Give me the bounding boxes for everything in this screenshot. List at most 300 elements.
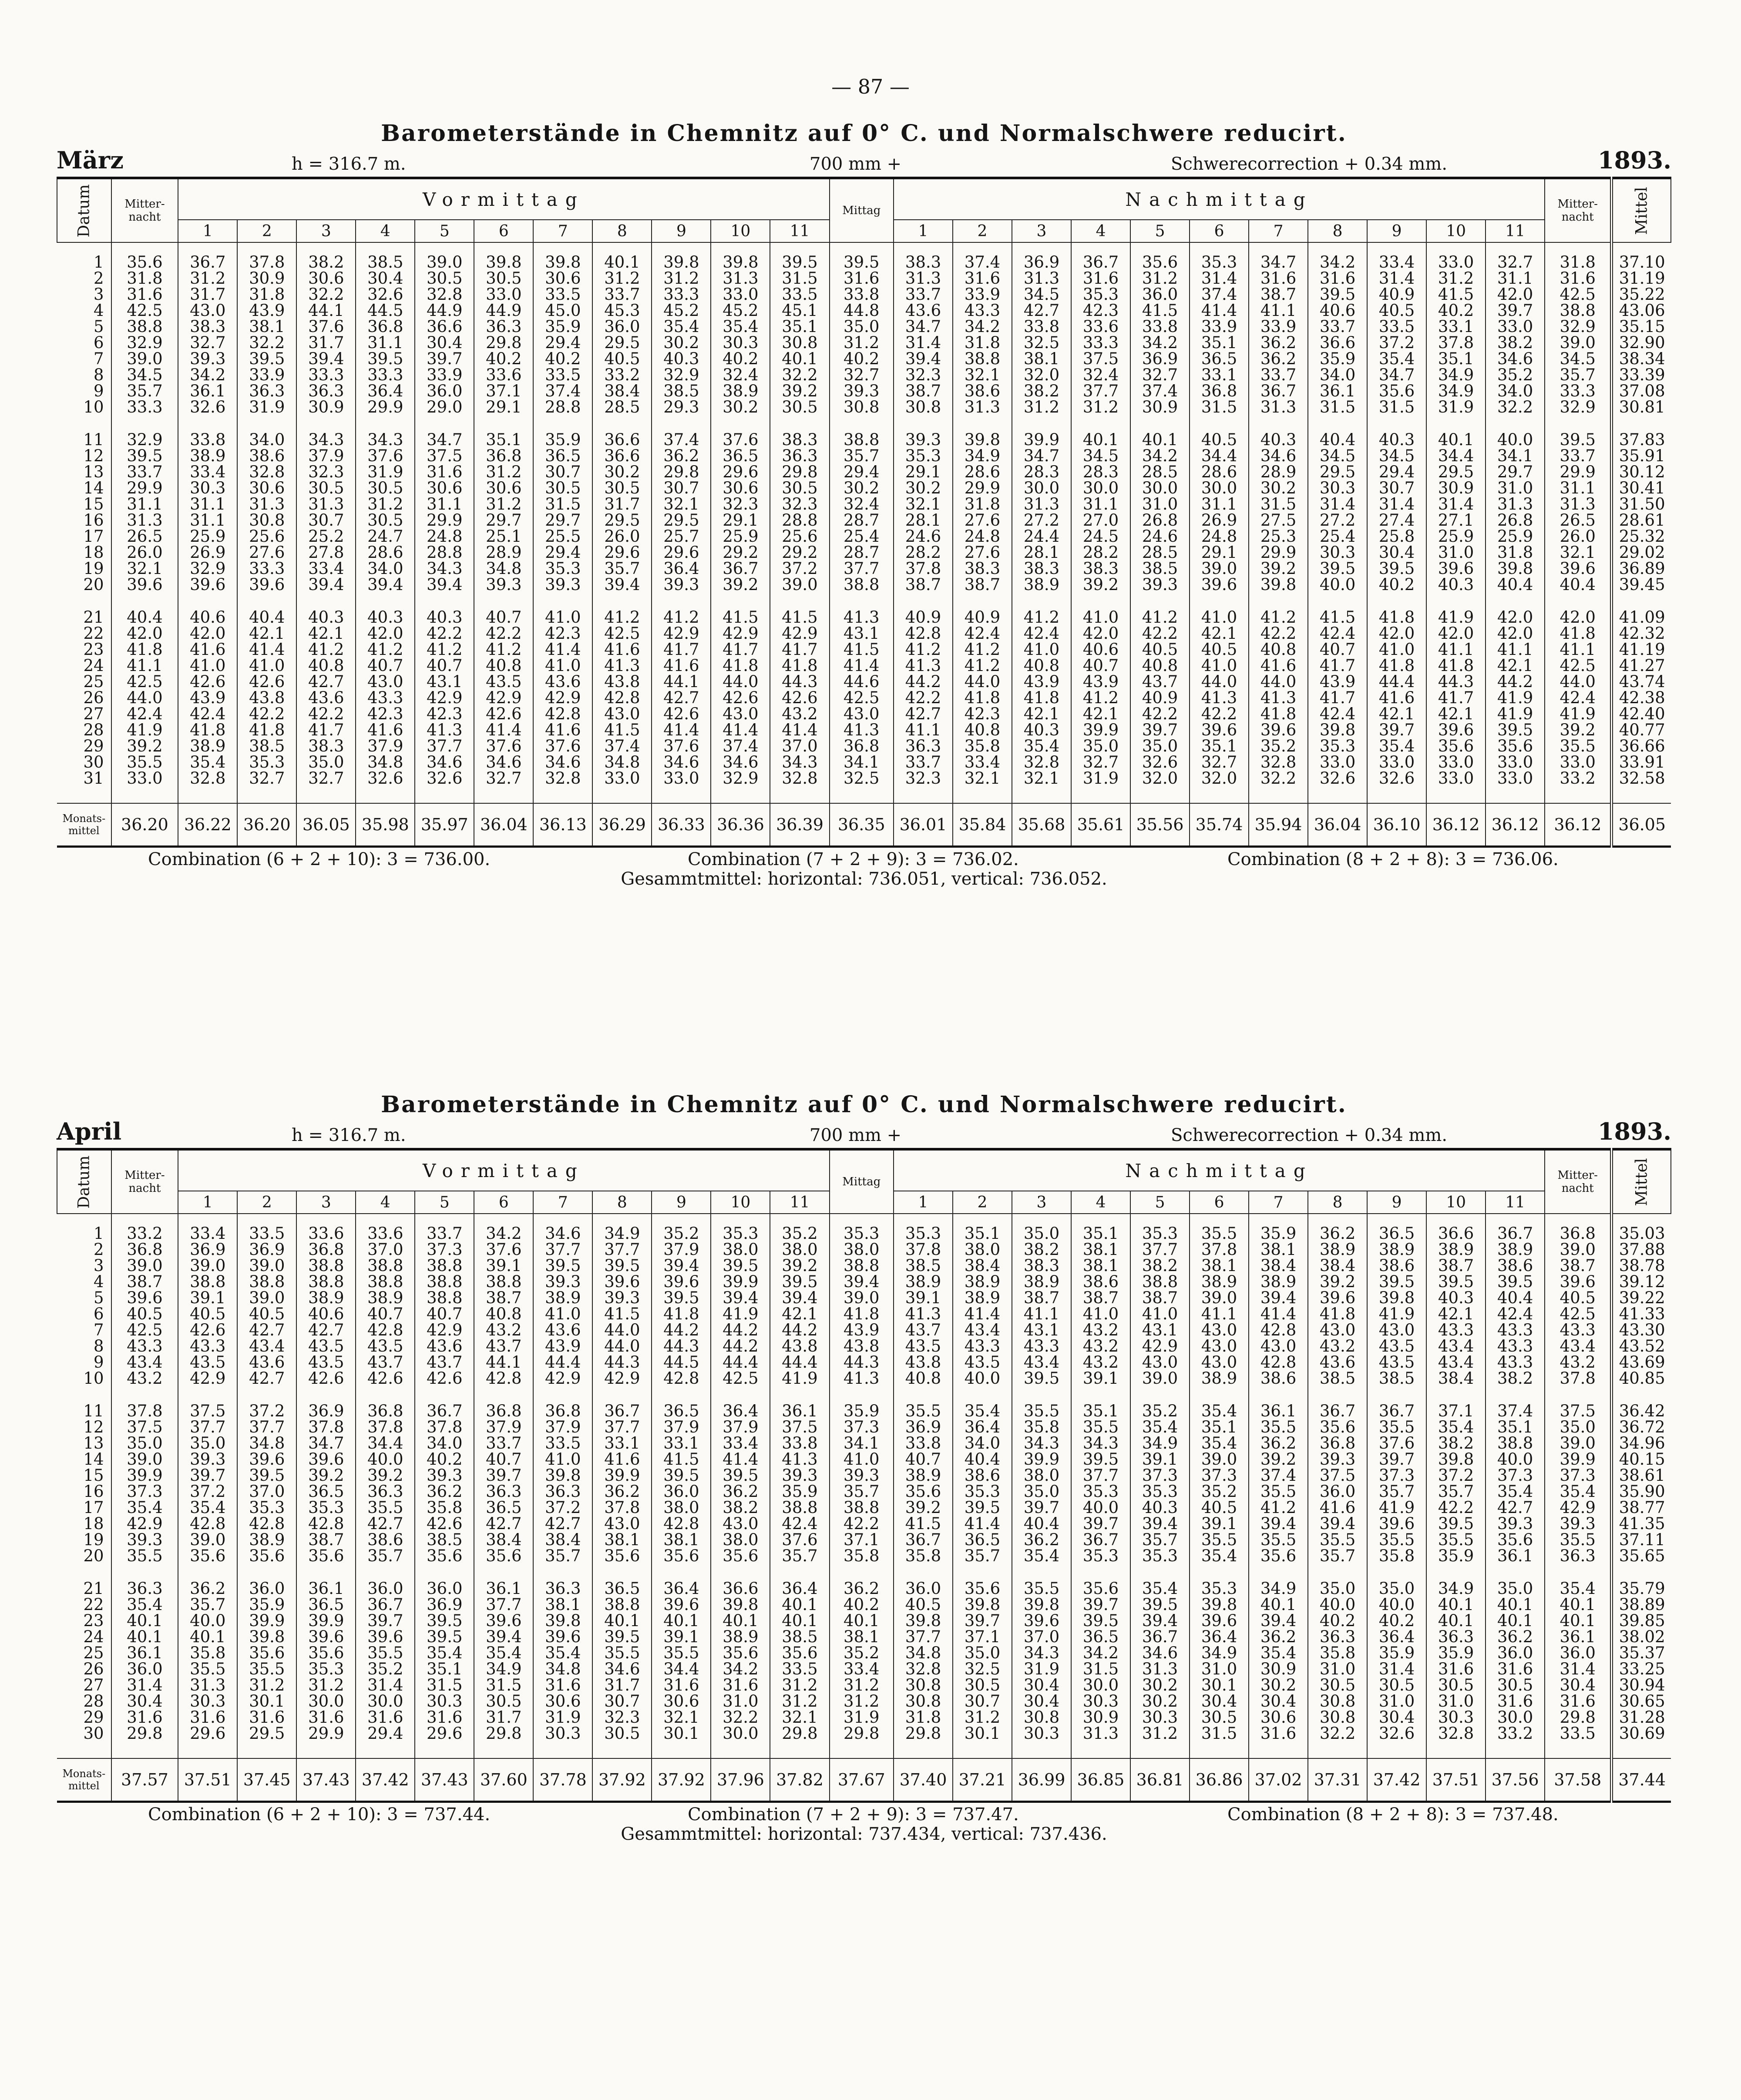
reading-cell: 31.8 (237, 286, 296, 302)
hour-header: 3 (296, 1191, 356, 1214)
reading-cell: 32.5 (1012, 335, 1071, 351)
reading-cell: 41.0 (830, 1451, 894, 1467)
reading-cell: 39.5 (652, 1290, 711, 1306)
reading-cell: 42.6 (711, 690, 770, 706)
reading-cell: 31.5 (415, 1677, 474, 1693)
reading-cell: 38.8 (1545, 302, 1612, 319)
reading-cell: 30.3 (415, 1693, 474, 1709)
reading-cell: 31.6 (1249, 1725, 1308, 1741)
reading-cell: 35.3 (237, 1500, 296, 1516)
monthly-mean-cell: 36.33 (652, 803, 711, 847)
reading-cell: 41.3 (830, 722, 894, 738)
reading-cell: 35.7 (770, 1548, 829, 1564)
reading-cell: 32.7 (1071, 754, 1130, 770)
reading-cell: 33.0 (1367, 754, 1426, 770)
reading-cell: 36.4 (711, 1403, 770, 1419)
reading-cell: 43.6 (296, 690, 356, 706)
reading-cell: 37.4 (652, 432, 711, 448)
reading-cell: 42.1 (1426, 706, 1486, 722)
reading-cell: 39.3 (1130, 577, 1190, 593)
hour-header: 8 (592, 1191, 652, 1214)
reading-cell: 33.5 (533, 1435, 592, 1451)
reading-cell: 40.5 (1190, 641, 1249, 658)
reading-cell: 40.8 (474, 1306, 533, 1322)
reading-cell: 31.2 (1071, 399, 1130, 415)
table-row (57, 1306, 1671, 1322)
reading-cell: 43.2 (1071, 1354, 1130, 1370)
reading-cell: 42.4 (953, 625, 1012, 641)
reading-cell: 42.2 (1426, 1500, 1486, 1516)
reading-cell: 33.0 (592, 770, 652, 786)
reading-cell: 31.1 (1190, 496, 1249, 512)
reading-cell: 35.5 (1249, 1483, 1308, 1500)
reading-cell: 39.8 (474, 254, 533, 270)
reading-cell: 30.3 (1071, 1693, 1130, 1709)
reading-cell: 40.1 (1249, 1597, 1308, 1613)
reading-cell: 33.9 (1190, 319, 1249, 335)
midnight-header: Mitter- nacht (1545, 178, 1612, 242)
reading-cell: 41.6 (1308, 1500, 1367, 1516)
daily-mean: 36.89 (1612, 560, 1671, 577)
reading-cell: 35.8 (1367, 1548, 1426, 1564)
reading-cell: 33.0 (1426, 254, 1486, 270)
monthly-mean-cell: 37.56 (1486, 1758, 1545, 1802)
reading-cell: 40.6 (296, 1306, 356, 1322)
reading-cell: 34.8 (592, 754, 652, 770)
reading-cell: 36.4 (356, 383, 415, 399)
reading-cell: 31.0 (1367, 1693, 1426, 1709)
reading-cell: 30.7 (533, 464, 592, 480)
reading-cell: 39.6 (1249, 722, 1308, 738)
table-row (57, 722, 1671, 738)
reading-cell: 42.6 (770, 690, 829, 706)
reading-cell: 32.3 (296, 464, 356, 480)
nachmittag-header: Nachmittag (894, 1149, 1545, 1191)
reading-cell: 37.5 (111, 1419, 178, 1435)
monthly-mean-cell: 36.81 (1130, 1758, 1190, 1802)
reading-cell: 30.6 (415, 480, 474, 496)
reading-cell: 35.8 (1308, 1645, 1367, 1661)
station-height: h = 316.7 m. (292, 154, 406, 174)
table-row (57, 658, 1671, 674)
reading-cell: 35.0 (953, 1645, 1012, 1661)
reading-cell: 33.7 (111, 464, 178, 480)
reading-cell: 37.8 (894, 560, 953, 577)
hour-header: 3 (296, 220, 356, 242)
reading-cell: 39.9 (1012, 432, 1071, 448)
monthly-mean-cell: 37.57 (111, 1758, 178, 1802)
reading-cell: 39.6 (652, 1274, 711, 1290)
reading-cell: 42.4 (1545, 690, 1612, 706)
table-row (57, 1451, 1671, 1467)
reading-cell: 35.7 (111, 383, 178, 399)
reading-cell: 43.3 (1486, 1338, 1545, 1354)
reading-cell: 32.5 (953, 1661, 1012, 1677)
reading-cell: 39.3 (533, 577, 592, 593)
monthly-mean-cell: 36.04 (474, 803, 533, 847)
reading-cell: 25.8 (1367, 528, 1426, 544)
reading-cell: 39.6 (592, 1274, 652, 1290)
reading-cell: 31.7 (178, 286, 237, 302)
reading-cell: 36.2 (830, 1580, 894, 1597)
reading-cell: 40.2 (1367, 577, 1426, 593)
reading-cell: 31.2 (830, 335, 894, 351)
reading-cell: 36.7 (1071, 254, 1130, 270)
reading-cell: 34.8 (474, 560, 533, 577)
reading-cell: 32.6 (356, 770, 415, 786)
reading-cell: 35.1 (474, 432, 533, 448)
table-row (57, 1532, 1671, 1548)
reading-cell: 35.4 (111, 1500, 178, 1516)
reading-cell: 39.9 (296, 1613, 356, 1629)
reading-cell: 44.0 (111, 690, 178, 706)
monthly-mean-cell: 37.21 (953, 1758, 1012, 1802)
reading-cell: 30.7 (652, 480, 711, 496)
monthly-mean-cell: 36.36 (711, 803, 770, 847)
reading-cell: 39.8 (533, 254, 592, 270)
reading-cell: 35.1 (1486, 1419, 1545, 1435)
reading-cell: 30.5 (592, 1725, 652, 1741)
reading-cell: 29.9 (415, 512, 474, 528)
reading-cell: 36.8 (356, 319, 415, 335)
reading-cell: 31.2 (1130, 270, 1190, 286)
day-number: 16 (83, 1483, 104, 1500)
reading-cell: 30.5 (356, 480, 415, 496)
table-row (57, 560, 1671, 577)
reading-cell: 42.2 (237, 706, 296, 722)
reading-cell: 32.7 (1130, 367, 1190, 383)
reading-cell: 39.6 (296, 1629, 356, 1645)
reading-cell: 32.6 (1367, 1725, 1426, 1741)
reading-cell: 33.9 (415, 367, 474, 383)
reading-cell: 33.5 (1367, 319, 1426, 335)
reading-cell: 37.4 (533, 383, 592, 399)
reading-cell: 35.4 (1249, 1645, 1308, 1661)
reading-cell: 31.9 (1426, 399, 1486, 415)
reading-cell: 42.7 (1012, 302, 1071, 319)
reading-cell: 42.0 (178, 625, 237, 641)
reading-cell: 44.2 (1486, 674, 1545, 690)
reading-cell: 30.6 (533, 1693, 592, 1709)
reading-cell: 43.3 (1486, 1354, 1545, 1370)
reading-cell: 31.8 (111, 270, 178, 286)
reading-cell: 36.3 (533, 1580, 592, 1597)
reading-cell: 33.9 (953, 286, 1012, 302)
reading-cell: 38.9 (1012, 1274, 1071, 1290)
reading-cell: 28.6 (1190, 464, 1249, 480)
reading-cell: 36.5 (592, 1580, 652, 1597)
reading-cell: 40.1 (1486, 1613, 1545, 1629)
reading-cell: 38.8 (953, 351, 1012, 367)
day-number: 9 (94, 1354, 104, 1370)
reading-cell: 39.6 (1190, 1613, 1249, 1629)
monthly-mean-cell: 36.22 (178, 803, 237, 847)
day-number: 28 (83, 722, 104, 738)
reading-cell: 28.2 (1071, 544, 1130, 560)
reading-cell: 39.2 (711, 577, 770, 593)
reading-cell: 42.9 (1130, 1338, 1190, 1354)
reading-cell: 42.2 (1130, 706, 1190, 722)
reading-cell: 41.2 (296, 641, 356, 658)
reading-cell: 34.5 (111, 367, 178, 383)
reading-cell: 31.1 (178, 496, 237, 512)
reading-cell: 39.3 (770, 1467, 829, 1483)
reading-cell: 44.3 (830, 1354, 894, 1370)
reading-cell: 30.0 (1071, 480, 1130, 496)
reading-cell: 33.9 (1249, 319, 1308, 335)
reading-cell: 30.6 (652, 1693, 711, 1709)
day-number: 2 (94, 1241, 104, 1258)
hour-header: 8 (1308, 220, 1367, 242)
reading-cell: 39.5 (652, 1467, 711, 1483)
reading-cell: 35.1 (1190, 1419, 1249, 1435)
reading-cell: 43.0 (1367, 1322, 1426, 1338)
reading-cell: 39.4 (356, 577, 415, 593)
reading-cell: 34.4 (652, 1661, 711, 1677)
reading-cell: 40.4 (1486, 1290, 1545, 1306)
reading-cell: 38.8 (830, 1500, 894, 1516)
reading-cell: 36.2 (1308, 1225, 1367, 1241)
reading-cell: 35.7 (1130, 1532, 1190, 1548)
monthly-mean-row (57, 803, 1671, 847)
reading-cell: 41.2 (1130, 609, 1190, 625)
reading-cell: 35.9 (770, 1483, 829, 1500)
reading-cell: 36.2 (592, 1483, 652, 1500)
reading-cell: 35.7 (1308, 1548, 1367, 1564)
reading-cell: 44.9 (474, 302, 533, 319)
reading-cell: 41.3 (1190, 690, 1249, 706)
reading-cell: 31.6 (1486, 1661, 1545, 1677)
reading-cell: 35.3 (296, 1500, 356, 1516)
hour-header: 7 (1249, 1191, 1308, 1214)
reading-cell: 25.1 (474, 528, 533, 544)
reading-cell: 40.7 (474, 609, 533, 625)
reading-cell: 32.0 (1130, 770, 1190, 786)
table-row (57, 528, 1671, 544)
reading-cell: 34.6 (711, 754, 770, 770)
reading-cell: 32.2 (296, 286, 356, 302)
reading-cell: 41.6 (178, 641, 237, 658)
hour-header: 6 (474, 1191, 533, 1214)
table-row (57, 1338, 1671, 1354)
reading-cell: 27.2 (1308, 512, 1367, 528)
reading-cell: 30.7 (296, 512, 356, 528)
reading-cell: 40.5 (1545, 1290, 1612, 1306)
reading-cell: 36.8 (111, 1241, 178, 1258)
reading-cell: 41.4 (1190, 302, 1249, 319)
reading-cell: 35.5 (1190, 1532, 1249, 1548)
reading-cell: 29.3 (652, 399, 711, 415)
daily-mean: 35.79 (1612, 1580, 1671, 1597)
reading-cell: 31.8 (953, 496, 1012, 512)
reading-cell: 38.5 (894, 1258, 953, 1274)
reading-cell: 40.8 (474, 658, 533, 674)
reading-cell: 33.1 (1426, 319, 1486, 335)
day-number: 7 (94, 351, 104, 367)
reading-cell: 30.4 (1367, 1709, 1426, 1725)
reading-cell: 39.9 (1012, 1451, 1071, 1467)
reading-cell: 36.6 (711, 1580, 770, 1597)
reading-cell: 39.5 (830, 254, 894, 270)
reading-cell: 28.8 (533, 399, 592, 415)
reading-cell: 45.1 (770, 302, 829, 319)
reading-cell: 39.0 (178, 1532, 237, 1548)
reading-cell: 40.4 (953, 1451, 1012, 1467)
reading-cell: 32.9 (111, 432, 178, 448)
reading-cell: 41.0 (1012, 641, 1071, 658)
reading-cell: 44.0 (1190, 674, 1249, 690)
reading-cell: 42.4 (111, 706, 178, 722)
reading-cell: 35.1 (1426, 351, 1486, 367)
reading-cell: 34.9 (474, 1661, 533, 1677)
reading-cell: 30.0 (356, 1693, 415, 1709)
monthly-mean-cell: 36.05 (1612, 803, 1671, 847)
reading-cell: 33.4 (953, 754, 1012, 770)
combination-line (57, 848, 1671, 869)
reading-cell: 31.7 (592, 496, 652, 512)
day-number: 4 (94, 302, 104, 319)
reading-cell: 29.8 (111, 1725, 178, 1741)
reading-cell: 40.2 (415, 1451, 474, 1467)
reading-cell: 36.8 (830, 738, 894, 754)
reading-cell: 34.6 (1486, 351, 1545, 367)
reading-cell: 35.6 (1367, 383, 1426, 399)
reading-cell: 44.5 (356, 302, 415, 319)
reading-cell: 39.4 (652, 1258, 711, 1274)
reading-cell: 33.2 (1486, 1725, 1545, 1741)
daily-mean: 39.45 (1612, 577, 1671, 593)
reading-cell: 36.1 (474, 1580, 533, 1597)
reading-cell: 33.4 (296, 560, 356, 577)
reading-cell: 38.1 (830, 1629, 894, 1645)
reading-cell: 30.3 (1426, 1709, 1486, 1725)
reading-cell: 40.1 (592, 254, 652, 270)
combination-2: Combination (7 + 2 + 9): 3 = 736.02. (688, 849, 1019, 869)
reading-cell: 35.1 (415, 1661, 474, 1677)
hour-header: 6 (474, 220, 533, 242)
reading-cell: 38.3 (770, 432, 829, 448)
reading-cell: 36.3 (356, 1483, 415, 1500)
reading-cell: 38.2 (711, 1500, 770, 1516)
reading-cell: 26.0 (111, 544, 178, 560)
reading-cell: 43.0 (1190, 1322, 1249, 1338)
reading-cell: 40.8 (296, 658, 356, 674)
reading-cell: 39.7 (178, 1467, 237, 1483)
reading-cell: 37.6 (533, 738, 592, 754)
reading-cell: 41.9 (770, 1370, 829, 1386)
reading-cell: 33.0 (1486, 754, 1545, 770)
reading-cell: 41.7 (770, 641, 829, 658)
reading-cell: 39.6 (1545, 1274, 1612, 1290)
reading-cell: 30.2 (1130, 1693, 1190, 1709)
reading-cell: 40.5 (1367, 302, 1426, 319)
reading-cell: 41.3 (894, 1306, 953, 1322)
nachmittag-header: Nachmittag (894, 178, 1545, 220)
reading-cell: 35.6 (711, 1645, 770, 1661)
reading-cell: 37.9 (711, 1419, 770, 1435)
reading-cell: 34.3 (296, 432, 356, 448)
reading-cell: 40.1 (770, 1613, 829, 1629)
reading-cell: 41.0 (533, 1306, 592, 1322)
reading-cell: 33.8 (1012, 319, 1071, 335)
daily-mean: 35.37 (1612, 1645, 1671, 1661)
reading-cell: 32.7 (296, 770, 356, 786)
monthly-mean-cell: 36.20 (111, 803, 178, 847)
reading-cell: 36.5 (711, 448, 770, 464)
mittel-header: Mittel (1612, 178, 1671, 242)
reading-cell: 32.0 (1012, 367, 1071, 383)
reading-cell: 42.7 (894, 706, 953, 722)
reading-cell: 38.0 (652, 1500, 711, 1516)
reading-cell: 41.7 (1308, 658, 1367, 674)
reading-cell: 31.2 (474, 496, 533, 512)
reading-cell: 41.8 (1249, 706, 1308, 722)
reading-cell: 39.2 (1249, 560, 1308, 577)
combination-3: Combination (8 + 2 + 8): 3 = 736.06. (1227, 849, 1559, 869)
table-row (57, 1516, 1671, 1532)
reading-cell: 39.6 (296, 1451, 356, 1467)
hour-header: 8 (1308, 1191, 1367, 1214)
reading-cell: 41.8 (711, 658, 770, 674)
reading-cell: 36.4 (953, 1419, 1012, 1435)
reading-cell: 30.6 (1249, 1709, 1308, 1725)
reading-cell: 33.4 (711, 1435, 770, 1451)
reading-cell: 39.8 (1367, 1290, 1426, 1306)
reading-cell: 33.2 (1545, 770, 1612, 786)
reading-cell: 41.5 (1308, 609, 1367, 625)
reading-cell: 42.4 (178, 706, 237, 722)
reading-cell: 32.8 (894, 1661, 953, 1677)
reading-cell: 31.6 (953, 270, 1012, 286)
reading-cell: 44.4 (533, 1354, 592, 1370)
day-number: 13 (83, 464, 104, 480)
reading-cell: 40.4 (1012, 1516, 1071, 1532)
reading-cell: 43.5 (894, 1338, 953, 1354)
table-row (57, 690, 1671, 706)
reading-cell: 35.6 (474, 1548, 533, 1564)
reading-cell: 32.4 (1071, 367, 1130, 383)
reading-cell: 35.6 (1308, 1419, 1367, 1435)
day-number: 24 (83, 658, 104, 674)
reading-cell: 39.7 (415, 351, 474, 367)
day-number: 15 (83, 1467, 104, 1483)
table-row (57, 1274, 1671, 1290)
reading-cell: 40.3 (1367, 432, 1426, 448)
table-row (57, 399, 1671, 415)
reading-cell: 38.8 (296, 1258, 356, 1274)
reading-cell: 30.5 (770, 399, 829, 415)
reading-cell: 31.0 (711, 1693, 770, 1709)
reading-cell: 36.3 (1308, 1629, 1367, 1645)
reading-cell: 27.5 (1249, 512, 1308, 528)
reading-cell: 36.9 (1130, 351, 1190, 367)
reading-cell: 33.4 (178, 464, 237, 480)
reading-cell: 41.2 (1249, 609, 1308, 625)
day-number: 18 (83, 544, 104, 560)
reading-cell: 33.7 (1249, 367, 1308, 383)
reading-cell: 33.4 (1367, 254, 1426, 270)
reading-cell: 35.3 (1190, 254, 1249, 270)
day-number: 4 (94, 1274, 104, 1290)
reading-cell: 30.2 (1249, 480, 1308, 496)
reading-cell: 30.4 (415, 335, 474, 351)
reading-cell: 36.7 (178, 254, 237, 270)
reading-cell: 36.1 (1249, 1403, 1308, 1419)
reading-cell: 42.0 (1486, 609, 1545, 625)
reading-cell: 41.9 (1486, 690, 1545, 706)
reading-cell: 35.4 (652, 319, 711, 335)
reading-cell: 39.1 (1130, 1451, 1190, 1467)
